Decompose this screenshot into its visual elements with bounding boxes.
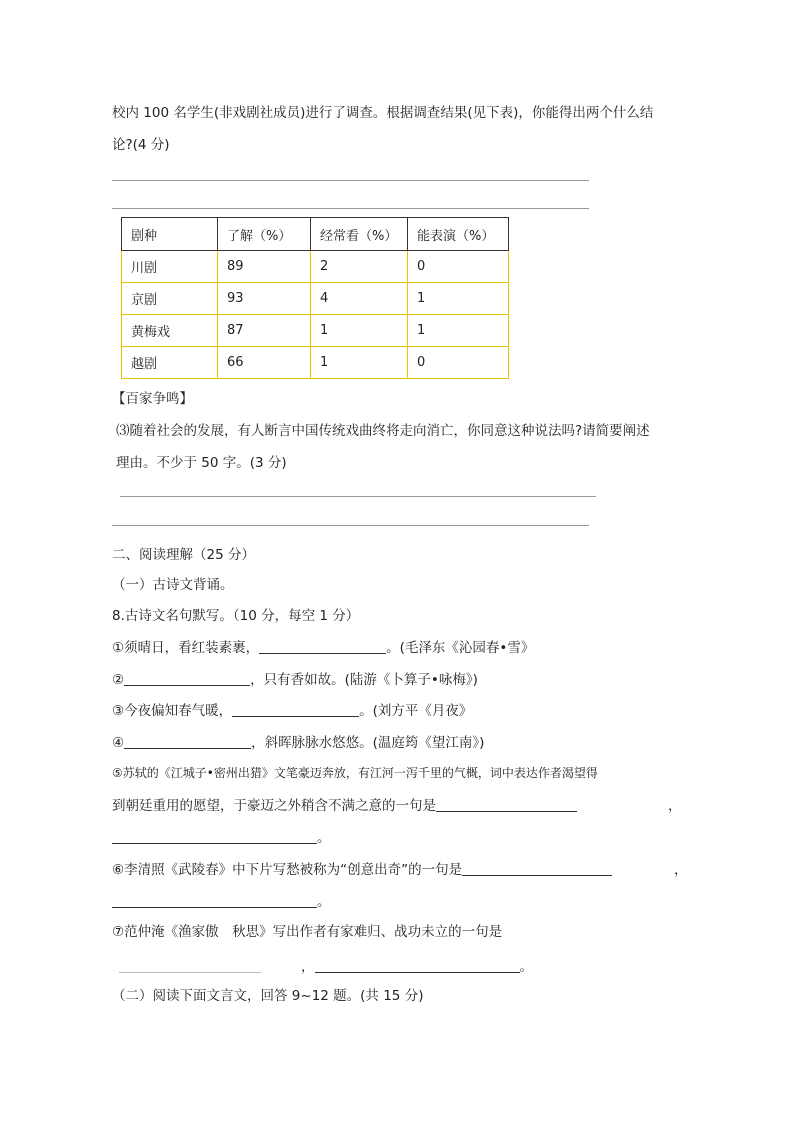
table-header-cell: 经常看（%）: [311, 218, 408, 251]
table-cell: 川剧: [122, 251, 218, 283]
table-row: [122, 347, 509, 379]
dictation-item-4: [112, 731, 484, 751]
item-1-suffix: 。(毛泽东《沁园春•雪》: [386, 640, 535, 656]
answer-line-2: [112, 208, 589, 209]
item-7-line1: ⑦范仲淹《渔家傲 秋思》写出作者有家难归、战功未立的一句是: [112, 924, 503, 940]
table-cell: 1: [311, 315, 408, 347]
subsection-title-poetry: （一）古诗文背诵。: [112, 577, 234, 593]
item-1-prefix: ①须晴日，看红装素裹，: [112, 640, 260, 656]
survey-table: [121, 217, 509, 379]
item-3-prefix: ③今夜偏知春气暖，: [112, 703, 233, 719]
item-5-line1: ⑤苏轼的《江城子•密州出猎》文笔豪迈奔放，有江河一泻千里的气概，词中表达作者渴望得: [112, 766, 598, 780]
table-cell: 1: [311, 347, 408, 379]
dictation-item-1: [112, 636, 534, 656]
table-cell: 93: [218, 283, 311, 315]
item-5-line2: [112, 794, 577, 814]
table-cell: 66: [218, 347, 311, 379]
table-cell: 京剧: [122, 283, 218, 315]
item-7-blank-2[interactable]: [315, 958, 520, 973]
dictation-item-2: [112, 668, 478, 688]
table-cell: 2: [311, 251, 408, 283]
table-cell: 黄梅戏: [122, 315, 218, 347]
item-3-suffix: 。(刘方平《月夜》: [359, 703, 473, 719]
item-1-blank[interactable]: [259, 639, 386, 654]
table-cell: 4: [311, 283, 408, 315]
item-6-blank-2[interactable]: [112, 893, 317, 908]
table-row: [122, 315, 509, 347]
item-4-blank[interactable]: [124, 734, 251, 749]
question-8-title: 8.古诗文名句默写。（10 分，每空 1 分）: [112, 608, 360, 624]
item-4-suffix: ，斜晖脉脉水悠悠。(温庭筠《望江南》): [251, 735, 485, 751]
item-7-blank-1[interactable]: [119, 958, 261, 973]
item-5-end: 。: [317, 830, 331, 846]
item-6-blank-1[interactable]: [462, 861, 612, 876]
question-3-line1: ⑶随着社会的发展，有人断言中国传统戏曲终将走向消亡，你同意这种说法吗?请简要阐述: [116, 423, 650, 439]
question-intro-line1: 校内 100 名学生(非戏剧社成员)进行了调查。根据调查结果(见下表)，你能得出两个什么结: [112, 105, 654, 121]
item-5-line3: [112, 826, 331, 846]
item-5-prompt: 到朝廷重用的愿望，于豪迈之外稍含不满之意的一句是: [112, 798, 436, 814]
question-intro-line2: 论?(4 分): [112, 137, 170, 153]
item-2-suffix: ，只有香如故。(陆游《卜算子•咏梅》): [250, 672, 478, 688]
table-cell: 89: [218, 251, 311, 283]
answer-line-3: [120, 496, 596, 497]
answer-line-1: [112, 180, 589, 181]
dictation-item-3: [112, 699, 472, 719]
table-row: [122, 251, 509, 283]
item-2-blank[interactable]: [124, 671, 250, 686]
section-title-reading: 二、阅读理解（25 分）: [112, 547, 255, 563]
item-6-end: 。: [317, 894, 331, 910]
answer-line-4: [112, 525, 589, 526]
item-5-comma: ，: [668, 798, 682, 814]
table-header-cell: 了解（%）: [218, 218, 311, 251]
item-7-comma: ，: [301, 959, 315, 975]
subsection-title-classical: （二）阅读下面文言文，回答 9~12 题。(共 15 分): [112, 988, 424, 1004]
table-header-row: [122, 218, 509, 251]
section-heading-baijia: 【百家争鸣】: [112, 391, 193, 407]
table-header-cell: 能表演（%）: [408, 218, 509, 251]
item-7-line2: [119, 955, 533, 975]
table-cell: 0: [408, 347, 509, 379]
item-3-blank[interactable]: [232, 702, 359, 717]
table-cell: 1: [408, 315, 509, 347]
item-7-end: 。: [519, 959, 533, 975]
item-4-prefix: ④: [112, 735, 125, 751]
table-header-cell: 剧种: [122, 218, 218, 251]
table-cell: 1: [408, 283, 509, 315]
item-5-blank-1[interactable]: [436, 797, 577, 812]
item-6-line1: [112, 858, 612, 878]
question-3-line2: 理由。不少于 50 字。(3 分): [116, 455, 287, 471]
table-cell: 越剧: [122, 347, 218, 379]
item-6-prompt: ⑥李清照《武陵春》中下片写愁被称为“创意出奇”的一句是: [112, 862, 463, 878]
table-cell: 87: [218, 315, 311, 347]
table-cell: 0: [408, 251, 509, 283]
item-5-blank-2[interactable]: [112, 829, 317, 844]
circled-2-icon: ②: [112, 672, 125, 688]
item-6-comma: ，: [674, 862, 688, 878]
item-6-line2: [112, 890, 331, 910]
table-row: [122, 283, 509, 315]
